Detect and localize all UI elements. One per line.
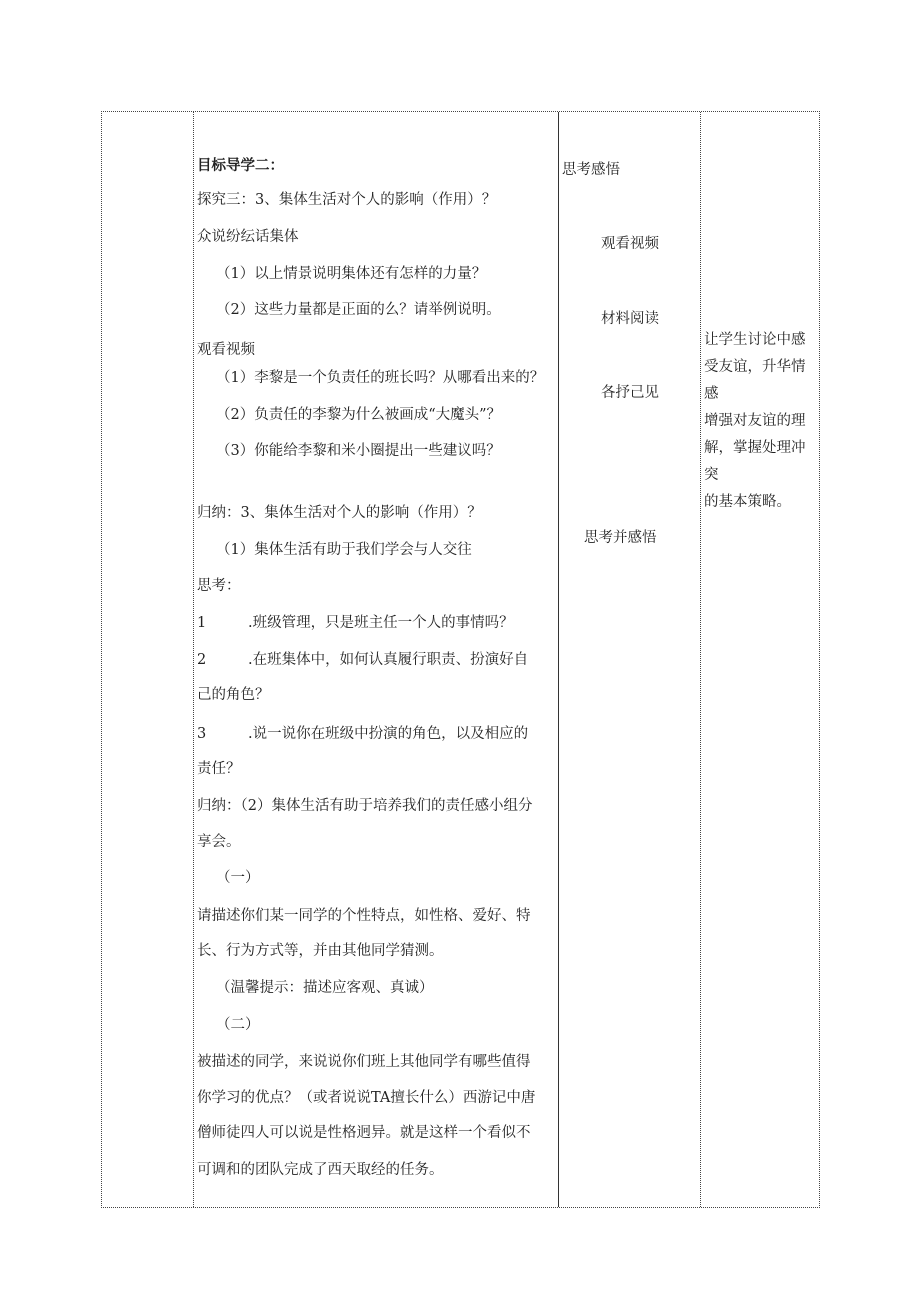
- content-line: 长、行为方式等，并由其他同学猜测。: [197, 943, 444, 959]
- content-line: 享会。: [197, 834, 241, 850]
- content-line: 可调和的团队完成了西天取经的任务。: [197, 1162, 444, 1178]
- content-line: 责任？: [197, 761, 241, 777]
- content-line: 被描述的同学，来说说你们班上其他同学有哪些值得: [197, 1054, 531, 1070]
- content-line: 请描述你们某一同学的个性特点，如性格、爱好、特: [197, 908, 531, 924]
- content-line: （1）以上情景说明集体还有怎样的力量？: [216, 266, 487, 282]
- content-line: （一）: [216, 870, 260, 886]
- content-line: 探究三：3、集体生活对个人的影响（作用）？: [197, 192, 497, 208]
- section-heading: 目标导学二：: [197, 157, 284, 174]
- activity-item: 思考并感悟: [584, 530, 657, 546]
- design-intent-column: [701, 112, 819, 1207]
- content-line: 你学习的优点？（或者说说TA擅长什么）西游记中唐: [197, 1090, 536, 1106]
- column-1-empty: [102, 112, 193, 1207]
- content-line: 众说纷纭话集体: [197, 229, 299, 245]
- content-line: （2）负责任的李黎为什么被画成“大魔头”？: [216, 407, 502, 423]
- activity-item: 思考感悟: [562, 162, 620, 178]
- content-line: （温馨提示：描述应客观、真诚）: [216, 980, 434, 996]
- teaching-content-column: [194, 112, 558, 1207]
- content-line: （1）李黎是一个负责任的班长吗？从哪看出来的？: [216, 370, 545, 386]
- intent-line: 受友谊，升华情感: [704, 359, 806, 402]
- content-line: （3）你能给李黎和米小圈提出一些建议吗？: [216, 443, 501, 459]
- lesson-plan-table: [101, 111, 820, 1208]
- intent-line: 解，掌握处理冲突: [704, 440, 806, 483]
- design-intent-text: [704, 327, 819, 516]
- activity-item: 材料阅读: [601, 311, 659, 327]
- list-number: 1: [197, 615, 207, 631]
- content-line: 观看视频: [197, 342, 255, 358]
- intent-line: 增强对友谊的理: [704, 413, 806, 429]
- list-number: 3: [197, 726, 207, 742]
- content-line: .说一说你在班级中扮演的角色，以及相应的: [248, 726, 529, 742]
- content-line: 思考：: [197, 578, 241, 594]
- student-activity-column: [559, 112, 700, 1207]
- content-line: .在班集体中，如何认真履行职责、扮演好自: [248, 652, 529, 668]
- content-line: .班级管理，只是班主任一个人的事情吗？: [248, 615, 514, 631]
- content-line: （二）: [216, 1017, 260, 1033]
- content-line: 己的角色？: [197, 687, 270, 703]
- content-line: 归纳：（2）集体生活有助于培养我们的责任感小组分: [197, 798, 533, 814]
- list-number: 2: [197, 652, 207, 668]
- content-line: 归纳：3、集体生活对个人的影响（作用）？: [197, 505, 482, 521]
- activity-item: 各抒己见: [601, 385, 659, 401]
- intent-line: 的基本策略。: [704, 494, 791, 510]
- activity-item: 观看视频: [601, 236, 659, 252]
- content-line: （2）这些力量都是正面的么？请举例说明。: [216, 302, 501, 318]
- intent-line: 让学生讨论中感: [704, 332, 806, 348]
- content-line: 僧师徒四人可以说是性格迥异。就是这样一个看似不: [197, 1125, 531, 1141]
- content-line: （1）集体生活有助于我们学会与人交往: [216, 542, 472, 558]
